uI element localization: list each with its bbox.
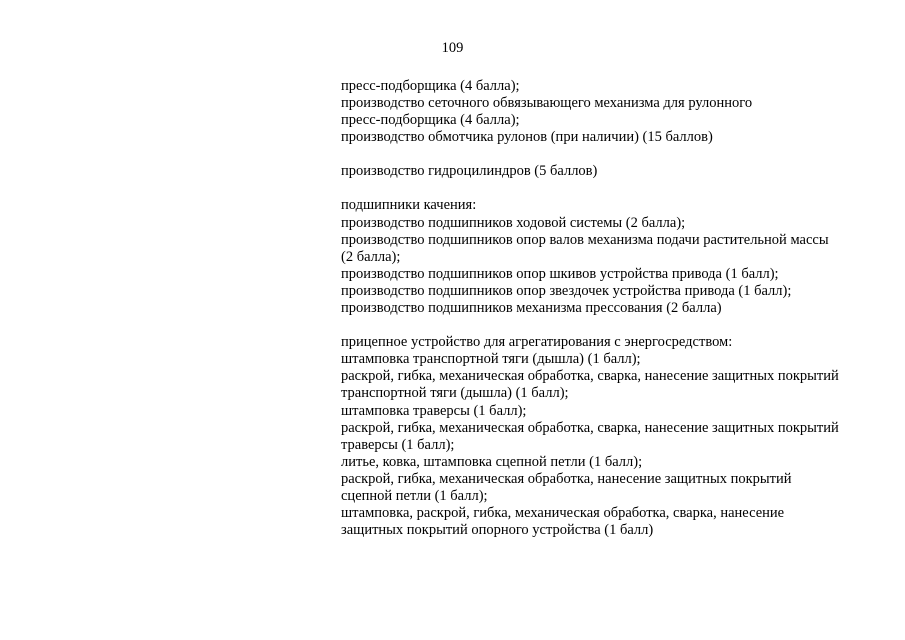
paragraph-hydraulic-cylinders <box>341 163 889 180</box>
text-line: производство сеточного обвязывающего механизма для рулонного <box>341 95 753 112</box>
text-line: штамповка, раскрой, гибка, механическая обработка, сварка, нанесение <box>341 505 785 522</box>
paragraph-hitch-device <box>341 334 889 539</box>
text-line: производство обмотчика рулонов (при наличии) (15 баллов) <box>341 129 713 146</box>
text-line: подшипники качения: <box>341 197 477 214</box>
text-line: производство подшипников опор шкивов устройства привода (1 балл); <box>341 265 779 282</box>
text-line: производство подшипников механизма прессования (2 балла) <box>341 300 722 317</box>
text-line: штамповка траверсы (1 балл); <box>341 402 527 419</box>
paragraph-baler-components <box>341 78 889 146</box>
text-line: сцепной петли (1 балл); <box>341 487 488 504</box>
text-line: (2 балла); <box>341 248 401 265</box>
text-line: транспортной тяги (дышла) (1 балл); <box>341 385 569 402</box>
text-line: прицепное устройство для агрегатирования с энергосредством: <box>341 334 733 351</box>
text-line: раскрой, гибка, механическая обработка, сварка, нанесение защитных покрытий <box>341 419 839 436</box>
text-line: штамповка транспортной тяги (дышла) (1 балл); <box>341 351 641 368</box>
text-line: литье, ковка, штамповка сцепной петли (1 балл); <box>341 453 643 470</box>
text-line: раскрой, гибка, механическая обработка, нанесение защитных покрытий <box>341 470 792 487</box>
text-line: пресс-подборщика (4 балла); <box>341 78 520 94</box>
text-line: производство подшипников ходовой системы (2 балла); <box>341 214 686 231</box>
page-number: 109 <box>441 40 464 56</box>
text-line: траверсы (1 балл); <box>341 436 455 453</box>
text-line: производство подшипников опор валов механизма подачи растительной массы <box>341 231 829 248</box>
text-line: раскрой, гибка, механическая обработка, сварка, нанесение защитных покрытий <box>341 368 839 385</box>
text-line: производство подшипников опор звездочек устройства привода (1 балл); <box>341 282 792 299</box>
text-line: защитных покрытий опорного устройства (1 балл) <box>341 522 654 539</box>
paragraph-rolling-bearings <box>341 197 889 317</box>
text-line: пресс-подборщика (4 балла); <box>341 112 520 129</box>
text-line: производство гидроцилиндров (5 баллов) <box>341 163 598 180</box>
document-body <box>341 78 889 539</box>
